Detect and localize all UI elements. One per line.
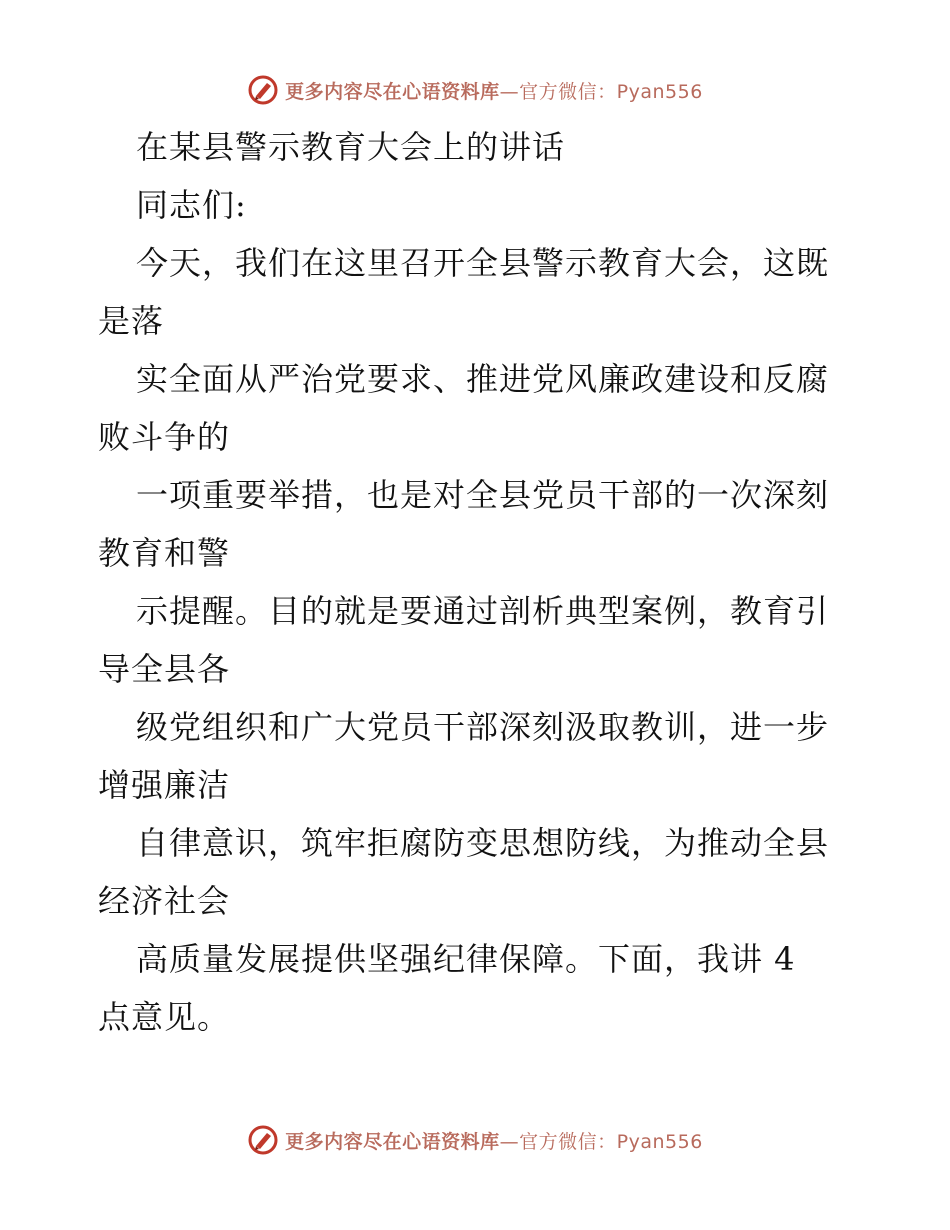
footer-banner-main: 更多内容尽在心语资料库 bbox=[285, 1130, 500, 1153]
paragraph-line: 增强廉洁 bbox=[98, 766, 231, 804]
footer-banner bbox=[0, 1120, 950, 1160]
pen-logo-icon bbox=[247, 1124, 279, 1156]
paragraph-line: 级党组织和广大党员干部深刻汲取教训，进一步 bbox=[136, 708, 830, 746]
document-title: 在某县警示教育大会上的讲话 bbox=[136, 128, 566, 166]
paragraph-line: 败斗争的 bbox=[98, 418, 231, 456]
header-banner-inner bbox=[247, 74, 703, 106]
paragraph-line: 今天，我们在这里召开全县警示教育大会，这既 bbox=[136, 244, 830, 282]
salutation: 同志们: bbox=[136, 186, 247, 224]
paragraph-line: 实全面从严治党要求、推进党风廉政建设和反腐 bbox=[136, 360, 830, 398]
pen-logo-icon bbox=[247, 74, 279, 106]
document-body bbox=[98, 118, 858, 1046]
footer-banner-contact: 官方微信：Pyan556 bbox=[519, 1130, 703, 1153]
paragraph-line: 一项重要举措，也是对全县党员干部的一次深刻 bbox=[136, 476, 830, 514]
paragraph-line: 点意见。 bbox=[98, 998, 231, 1036]
header-banner bbox=[0, 70, 950, 110]
header-banner-contact: 官方微信：Pyan556 bbox=[519, 80, 703, 103]
header-banner-dash: — bbox=[499, 80, 520, 103]
header-banner-text bbox=[285, 77, 703, 104]
header-banner-main: 更多内容尽在心语资料库 bbox=[285, 80, 500, 103]
paragraph-line: 示提醒。目的就是要通过剖析典型案例，教育引 bbox=[136, 592, 830, 630]
paragraph-line: 导全县各 bbox=[98, 650, 231, 688]
paragraph-line: 是落 bbox=[98, 302, 165, 340]
footer-banner-dash: — bbox=[499, 1130, 520, 1153]
paragraph-line: 教育和警 bbox=[98, 534, 231, 572]
paragraph-line: 自律意识，筑牢拒腐防变思想防线，为推动全县 bbox=[136, 824, 830, 862]
footer-banner-text bbox=[285, 1127, 703, 1154]
paragraph-line: 高质量发展提供坚强纪律保障。下面，我讲 4 bbox=[136, 940, 796, 978]
paragraph-line: 经济社会 bbox=[98, 882, 231, 920]
footer-banner-inner bbox=[247, 1124, 703, 1156]
